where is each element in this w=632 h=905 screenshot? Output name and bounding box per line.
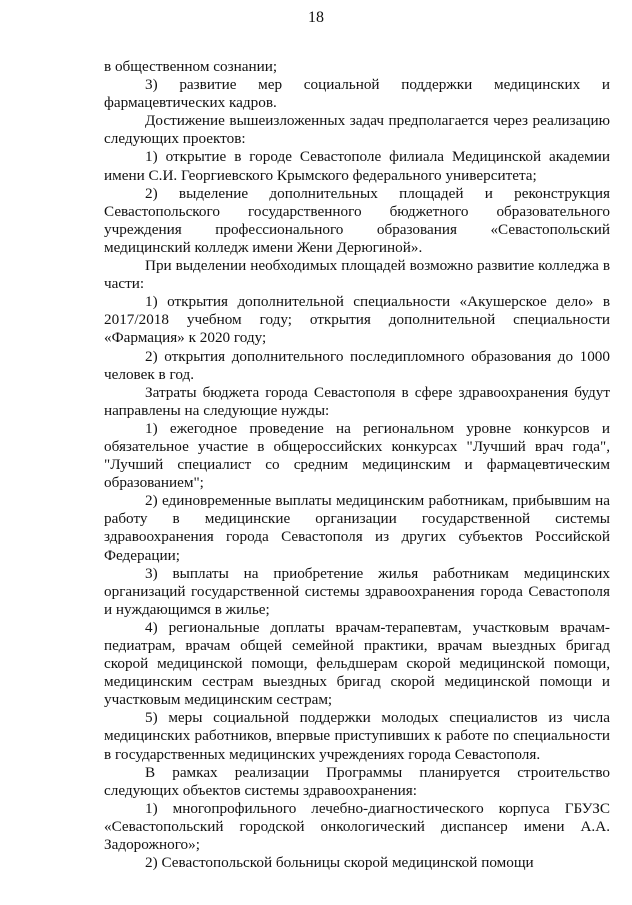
paragraph: При выделении необходимых площадей возможно развитие колледжа в части: xyxy=(104,257,610,293)
paragraph: 3) развитие мер социальной поддержки медицинских и фармацевтических кадров. xyxy=(104,76,610,112)
paragraph: 1) ежегодное проведение на региональном уровне конкурсов и обязательное участие в общероссийских конкурсах "Лучший врач года", "Лучший специалист со средним медицинским и фармацевтическим образованием"; xyxy=(104,419,610,492)
paragraph: 1) открытие в городе Севастополе филиала Медицинской академии имени С.И. Георгиевского Крымского федерального университета; xyxy=(104,148,610,184)
paragraph: 3) выплаты на приобретение жилья работникам медицинских организаций государственной системы здравоохранения города Севастополя и нуждающимся в жилье; xyxy=(104,564,610,618)
paragraph: 4) региональные доплаты врачам-терапевтам, участковым врачам-педиатрам, врачам общей семейной практики, врачам выездных бригад скорой медицинской помощи, фельдшерам скорой медицинской помощи, медицинским сестрам выездных бригад скорой медицинской помощи и участковым медицинским сестрам; xyxy=(104,618,610,709)
paragraph: 2) единовременные выплаты медицинским работникам, прибывшим на работу в медицинские организации государственной системы здравоохранения города Севастополя из других субъектов Российской Федерации; xyxy=(104,492,610,564)
paragraph: Затраты бюджета города Севастополя в сфере здравоохранения будут направлены на следующие нужды: xyxy=(104,383,610,419)
paragraph: в общественном сознании; xyxy=(104,58,278,75)
document-body xyxy=(104,58,610,872)
paragraph: 1) открытия дополнительной специальности «Акушерское дело» в 2017/2018 учебном году; открытия дополнительной специальности «Фармация» к 2020 году; xyxy=(104,293,610,347)
paragraph: Достижение вышеизложенных задач предполагается через реализацию следующих проектов: xyxy=(104,112,610,148)
paragraph: 1) многопрофильного лечебно-диагностического корпуса ГБУЗС «Севастопольский городской онкологический диспансер имени А.А. Задорожного»; xyxy=(104,799,610,854)
paragraph: 2) Севастопольской больницы скорой медицинской помощи xyxy=(145,854,534,872)
paragraph: В рамках реализации Программы планируется строительство следующих объектов системы здравоохранения: xyxy=(104,763,610,799)
paragraph: 2) выделение дополнительных площадей и реконструкция Севастопольского государственного бюджетного образовательного учреждения профессионального образования «Севастопольский медицинский колледж имени Жени Дерюгиной». xyxy=(104,184,610,256)
paragraph: 2) открытия дополнительного последипломного образования до 1000 человек в год. xyxy=(104,347,610,383)
paragraph: 5) меры социальной поддержки молодых специалистов из числа медицинских работников, впервые приступивших к работе по специальности в государственных медицинских учреждениях города Севастополя. xyxy=(104,709,610,763)
page-number: 18 xyxy=(308,9,324,26)
